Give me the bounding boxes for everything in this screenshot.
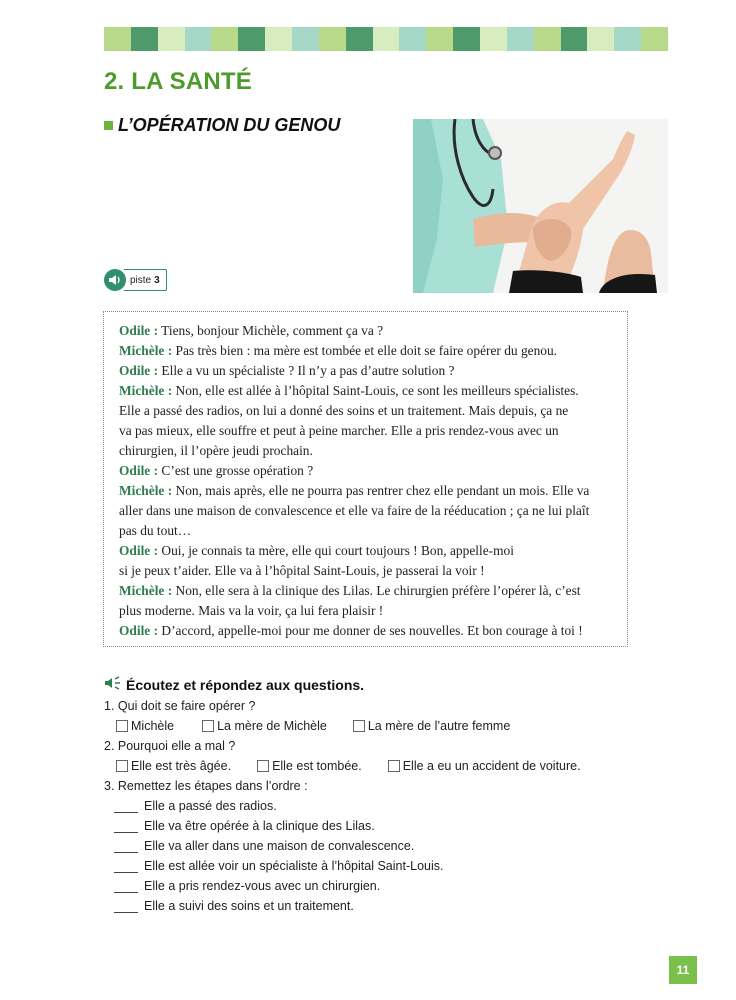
speaker-name: Odile : (119, 363, 159, 378)
checkbox[interactable] (388, 760, 400, 772)
exercise-section (104, 676, 704, 916)
color-bar-square (238, 27, 265, 51)
dialogue-text: Non, elle sera à la clinique des Lilas. Le chirurgien préfère l’opérer là, c’est (175, 583, 581, 598)
color-bar-square (158, 27, 185, 51)
dialogue-line (119, 521, 627, 541)
color-bar-square (185, 27, 212, 51)
speaker-name: Odile : (119, 463, 159, 478)
checkbox[interactable] (353, 720, 365, 732)
color-bar-square (131, 27, 158, 51)
answer-option-label: Michèle (131, 719, 175, 733)
color-bar-square (587, 27, 614, 51)
color-bar-square (265, 27, 292, 51)
dialogue-text: Non, elle est allée à l’hôpital Saint-Louis, ce sont les meilleurs spécialistes. (175, 383, 579, 398)
answer-option[interactable] (202, 716, 327, 736)
ordering-step-text: Elle a passé des radios. (144, 799, 277, 813)
checkbox[interactable] (116, 760, 128, 772)
dialogue-line (119, 361, 627, 381)
color-bar-square (373, 27, 400, 51)
answer-option[interactable] (388, 756, 581, 776)
dialogue-box (103, 311, 628, 647)
ordering-step-text: Elle va être opérée à la clinique des Lilas. (144, 819, 375, 833)
color-bar-square (426, 27, 453, 51)
dialogue-text: Tiens, bonjour Michèle, comment ça va ? (161, 323, 384, 338)
ordering-step (104, 856, 704, 876)
color-bar-square (641, 27, 668, 51)
dialogue-text: aller dans une maison de convalescence et elle va faire de la rééducation ; ça ne lui plaît (119, 503, 590, 518)
color-bar-square (453, 27, 480, 51)
checkbox[interactable] (202, 720, 214, 732)
color-bar-square (211, 27, 238, 51)
dialogue-line (119, 441, 627, 461)
dialogue-text: Oui, je connais ta mère, elle qui court toujours ! Bon, appelle-moi (161, 543, 514, 558)
dialogue-text: pas du tout… (119, 523, 192, 538)
checkbox[interactable] (257, 760, 269, 772)
dialogue-text: C’est une grosse opération ? (161, 463, 314, 478)
square-bullet-icon (104, 121, 113, 130)
ordering-step (104, 876, 704, 896)
order-blank-field[interactable] (114, 900, 138, 913)
order-blank-field[interactable] (114, 800, 138, 813)
color-bar-square (292, 27, 319, 51)
dialogue-line (119, 541, 627, 561)
dialogue-text: Pas très bien : ma mère est tombée et elle doit se faire opérer du genou. (175, 343, 558, 358)
dialogue-line (119, 561, 627, 581)
answer-option-label: Elle est tombée. (272, 759, 362, 773)
dialogue-text: chirurgien, il l’opère jeudi prochain. (119, 443, 313, 458)
ordering-step-text: Elle a suivi des soins et un traitement. (144, 899, 354, 913)
exercise-heading (104, 676, 704, 693)
dialogue-text: Elle a passé des radios, on lui a donné des soins et un traitement. Mais depuis, ça ne (119, 403, 569, 418)
ordering-step (104, 896, 704, 916)
ordering-step-text: Elle a pris rendez-vous avec un chirurgien. (144, 879, 381, 893)
answer-option-label: La mère de Michèle (217, 719, 327, 733)
question-2-options (104, 756, 704, 776)
color-bar-square (399, 27, 426, 51)
ordering-step (104, 836, 704, 856)
color-bar-square (507, 27, 534, 51)
order-blank-field[interactable] (114, 880, 138, 893)
audio-track-label (124, 269, 167, 291)
audio-track-text: piste (130, 274, 152, 286)
order-blank-field[interactable] (114, 820, 138, 833)
lesson-subtitle (104, 115, 340, 136)
order-blank-field[interactable] (114, 860, 138, 873)
dialogue-text: si je peux t’aider. Elle va à l’hôpital Saint-Louis, je passerai la voir ! (119, 563, 485, 578)
question-1-options (104, 716, 704, 736)
dialogue-text: Elle a vu un spécialiste ? Il n’y a pas d’autre solution ? (161, 363, 455, 378)
color-bar-square (561, 27, 588, 51)
answer-option[interactable] (353, 716, 510, 736)
dialogue-line (119, 341, 627, 361)
dialogue-line (119, 501, 627, 521)
ordering-step-text: Elle va aller dans une maison de convalescence. (144, 839, 415, 853)
answer-option[interactable] (257, 756, 362, 776)
dialogue-line (119, 381, 627, 401)
speaker-name: Michèle : (119, 343, 173, 358)
dialogue-text: va pas mieux, elle souffre et peut à peine marcher. Elle a pris rendez-vous avec un (119, 423, 559, 438)
checkbox[interactable] (116, 720, 128, 732)
color-bar-square (534, 27, 561, 51)
dialogue-line (119, 601, 627, 621)
answer-option-label: Elle est très âgée. (131, 759, 232, 773)
dialogue-line (119, 481, 627, 501)
color-bar-square (614, 27, 641, 51)
color-bar-square (319, 27, 346, 51)
question-2: 2. Pourquoi elle a mal ? (104, 739, 236, 753)
dialogue-line (119, 401, 627, 421)
dialogue-line (119, 621, 627, 641)
ordering-step-text: Elle est allée voir un spécialiste à l’hôpital Saint-Louis. (144, 859, 444, 873)
speaker-name: Odile : (119, 323, 159, 338)
answer-option[interactable] (116, 716, 174, 736)
speaker-name: Michèle : (119, 483, 173, 498)
color-bar-square (346, 27, 373, 51)
ordering-step (104, 796, 704, 816)
answer-option-label: Elle a eu un accident de voiture. (402, 759, 581, 773)
answer-option[interactable] (116, 756, 231, 776)
lesson-subtitle-text: L’OPÉRATION DU GENOU (118, 115, 341, 135)
ordering-step (104, 816, 704, 836)
speaker-name: Michèle : (119, 383, 173, 398)
dialogue-text: Non, mais après, elle ne pourra pas rentrer chez elle pendant un mois. Elle va (175, 483, 590, 498)
section-title: 2. LA SANTÉ (104, 68, 252, 95)
doctor-knee-photo (413, 119, 668, 293)
header-color-bar (104, 27, 668, 51)
speaker-name: Odile : (119, 543, 159, 558)
listen-icon (104, 676, 122, 693)
dialogue-text: plus moderne. Mais va la voir, ça lui fera plaisir ! (119, 603, 384, 618)
speaker-name: Odile : (119, 623, 159, 638)
dialogue-line (119, 421, 627, 441)
color-bar-square (104, 27, 131, 51)
speaker-icon (104, 269, 126, 291)
audio-track-badge[interactable] (104, 269, 167, 291)
dialogue-line (119, 581, 627, 601)
audio-track-number: 3 (154, 274, 160, 286)
question-3: 3. Remettez les étapes dans l’ordre : (104, 779, 308, 793)
order-blank-field[interactable] (114, 840, 138, 853)
speaker-name: Michèle : (119, 583, 173, 598)
dialogue-text: D’accord, appelle-moi pour me donner de ses nouvelles. Et bon courage à toi ! (161, 623, 583, 638)
answer-option-label: La mère de l’autre femme (367, 719, 511, 733)
question-1: 1. Qui doit se faire opérer ? (104, 699, 256, 713)
exercise-heading-text: Écoutez et répondez aux questions. (126, 676, 365, 693)
dialogue-line (119, 321, 627, 341)
page-number: 11 (669, 956, 697, 984)
dialogue-line (119, 461, 627, 481)
question-3-steps (104, 796, 704, 916)
color-bar-square (480, 27, 507, 51)
